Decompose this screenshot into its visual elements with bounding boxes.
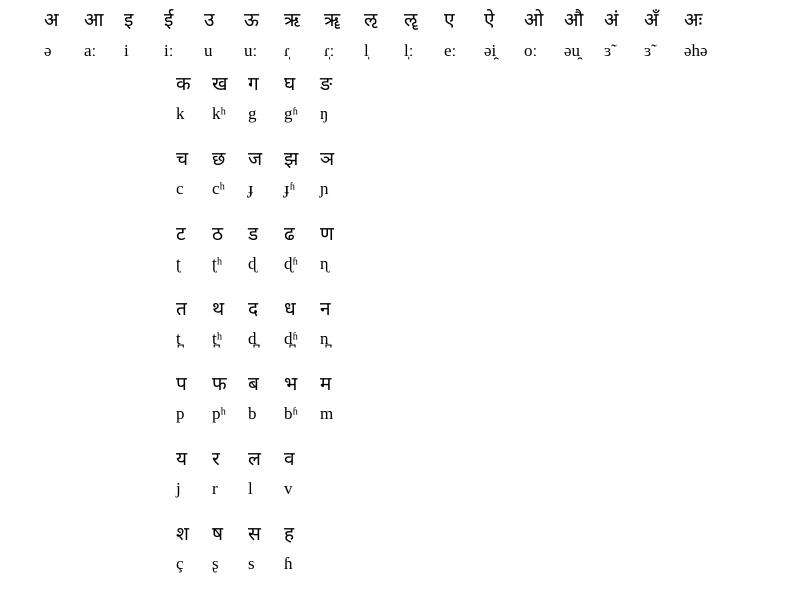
consonant-ipa-cell: bʱ <box>284 404 298 423</box>
vowel-ipa-cell: əu̯ <box>564 41 581 60</box>
consonant-devanagari-row <box>176 372 356 402</box>
consonant-ipa-cell: cʰ <box>212 179 226 198</box>
consonant-ipa-cell: ʈ <box>176 254 181 273</box>
consonant-devanagari-cell: द <box>248 299 259 320</box>
vowel-ipa-cell: uː <box>244 41 258 60</box>
consonant-ipa-cell: ɟ <box>248 179 254 198</box>
consonant-ipa-cell: c <box>176 179 184 198</box>
consonant-devanagari-cell: व <box>284 449 295 470</box>
consonant-devanagari-cell: ध <box>284 299 296 320</box>
consonant-devanagari-cell: ड <box>248 224 259 245</box>
vowel-devanagari-row <box>44 8 724 39</box>
consonant-ipa-cell: s <box>248 554 255 573</box>
consonant-devanagari-cell: म <box>320 374 332 395</box>
consonant-ipa-row <box>176 102 356 135</box>
consonant-devanagari-cell: च <box>176 149 189 170</box>
vowel-devanagari-cell: ऌ <box>364 10 378 31</box>
consonant-ipa-cell: ç <box>176 554 184 573</box>
consonant-ipa-cell: ɦ <box>284 554 293 573</box>
vowel-devanagari-cell: ऐ <box>484 10 495 31</box>
vowel-devanagari-cell: ऋ <box>284 10 301 31</box>
vowel-ipa-cell: iː <box>164 41 174 60</box>
consonant-group-labial <box>176 372 356 435</box>
consonant-ipa-cell: gʱ <box>284 104 298 123</box>
consonant-ipa-cell: b <box>248 404 257 423</box>
consonant-devanagari-cell: ह <box>284 524 295 545</box>
consonant-ipa-cell: n̪ <box>320 329 329 348</box>
vowel-devanagari-cell: अँ <box>644 10 659 31</box>
consonant-devanagari-cell: क <box>176 74 191 95</box>
vowel-devanagari-cell: आ <box>84 10 104 31</box>
vowel-ipa-row <box>44 39 724 70</box>
consonant-ipa-cell: t̪ʰ <box>212 329 223 348</box>
consonant-devanagari-row <box>176 297 356 327</box>
vowel-devanagari-cell: ए <box>444 10 455 31</box>
consonant-ipa-cell: ŋ <box>320 104 329 123</box>
vowel-ipa-cell: l̩ <box>364 41 369 60</box>
consonant-devanagari-cell: ण <box>320 224 334 245</box>
consonant-ipa-cell: kʰ <box>212 104 226 123</box>
vowel-devanagari-cell: ॡ <box>404 10 418 31</box>
consonant-ipa-cell: k <box>176 104 185 123</box>
consonant-devanagari-row <box>176 147 356 177</box>
consonant-devanagari-cell: त <box>176 299 187 320</box>
consonant-ipa-cell: ɟʱ <box>284 179 296 198</box>
consonant-devanagari-cell: फ <box>212 374 227 395</box>
consonant-group-fricatives <box>176 522 356 585</box>
consonant-ipa-cell: ɲ <box>320 179 329 198</box>
consonant-ipa-cell: d̪ʱ <box>284 329 298 348</box>
consonant-ipa-row <box>176 327 356 360</box>
consonant-devanagari-row <box>176 447 356 477</box>
vowel-ipa-cell: ɾ̩ <box>284 41 290 60</box>
consonant-ipa-row <box>176 402 356 435</box>
vowel-table <box>44 8 724 70</box>
consonant-devanagari-cell: श <box>176 524 189 545</box>
vowel-devanagari-cell: ओ <box>524 10 544 31</box>
vowel-ipa-cell: u <box>204 41 213 60</box>
consonant-ipa-cell: ɖʱ <box>284 254 298 273</box>
consonant-devanagari-cell: घ <box>284 74 296 95</box>
vowel-ipa-cell: ɜ̃ <box>604 41 612 60</box>
consonant-ipa-cell: m <box>320 404 334 423</box>
consonant-devanagari-cell: छ <box>212 149 226 170</box>
consonant-devanagari-cell: न <box>320 299 331 320</box>
consonant-devanagari-row <box>176 522 356 552</box>
consonant-devanagari-cell: ज <box>248 149 263 170</box>
vowel-devanagari-cell: अं <box>604 10 619 31</box>
consonant-group-velar <box>176 72 356 135</box>
consonant-devanagari-row <box>176 222 356 252</box>
consonant-ipa-cell: t̪ <box>176 329 181 348</box>
vowel-devanagari-cell: इ <box>124 10 134 31</box>
consonant-group-semivowels <box>176 447 356 510</box>
vowel-ipa-cell: l̩ː <box>404 41 414 60</box>
consonant-ipa-cell: l <box>248 479 253 498</box>
consonant-ipa-cell: j <box>176 479 181 498</box>
consonant-devanagari-row <box>176 72 356 102</box>
consonant-devanagari-cell: ठ <box>212 224 224 245</box>
consonant-ipa-row <box>176 477 356 510</box>
vowel-ipa-cell: əi̯ <box>484 41 497 60</box>
consonant-group-retroflex <box>176 222 356 285</box>
vowel-ipa-cell: ə <box>44 41 52 60</box>
vowel-devanagari-cell: ई <box>164 10 174 31</box>
consonant-devanagari-cell: ढ <box>284 224 295 245</box>
vowel-ipa-cell: ɾ̩ː <box>324 41 335 60</box>
vowel-ipa-cell: eː <box>444 41 457 60</box>
consonant-devanagari-cell: ग <box>248 74 259 95</box>
consonant-ipa-cell: ɳ <box>320 254 329 273</box>
consonant-devanagari-cell: थ <box>212 299 225 320</box>
consonant-ipa-cell: pʰ <box>212 404 226 423</box>
consonant-devanagari-cell: ञ <box>320 149 335 170</box>
consonant-ipa-cell: g <box>248 104 257 123</box>
consonant-ipa-cell: v <box>284 479 293 498</box>
consonant-ipa-row <box>176 177 356 210</box>
vowel-devanagari-cell: ॠ <box>324 10 341 31</box>
consonant-devanagari-cell: झ <box>284 149 299 170</box>
consonant-devanagari-cell: ष <box>212 524 223 545</box>
consonant-devanagari-cell: ख <box>212 74 228 95</box>
vowel-devanagari-cell: अः <box>684 10 703 31</box>
consonant-ipa-cell: ʂ <box>212 554 219 573</box>
consonant-table <box>176 72 356 597</box>
consonant-ipa-cell: p <box>176 404 185 423</box>
vowel-devanagari-cell: उ <box>204 10 215 31</box>
consonant-ipa-row <box>176 252 356 285</box>
consonant-ipa-cell: r <box>212 479 218 498</box>
consonant-group-palatal <box>176 147 356 210</box>
vowel-devanagari-cell: ऊ <box>244 10 259 31</box>
consonant-devanagari-cell: र <box>212 449 220 470</box>
vowel-ipa-cell: aː <box>84 41 97 60</box>
consonant-devanagari-cell: ब <box>248 374 259 395</box>
vowel-ipa-cell: ɜ̃ <box>644 41 652 60</box>
vowel-ipa-cell: i <box>124 41 129 60</box>
vowel-ipa-cell: oː <box>524 41 538 60</box>
vowel-devanagari-cell: औ <box>564 10 584 31</box>
consonant-devanagari-cell: ङ <box>320 74 333 95</box>
consonant-ipa-cell: ɖ <box>248 254 257 273</box>
consonant-group-dental <box>176 297 356 360</box>
consonant-devanagari-cell: भ <box>284 374 298 395</box>
consonant-devanagari-cell: प <box>176 374 187 395</box>
consonant-devanagari-cell: स <box>248 524 261 545</box>
consonant-devanagari-cell: ल <box>248 449 261 470</box>
consonant-devanagari-cell: ट <box>176 224 186 245</box>
vowel-ipa-cell: əhə <box>684 41 708 60</box>
consonant-ipa-row <box>176 552 356 585</box>
consonant-ipa-cell: ʈʰ <box>212 254 223 273</box>
consonant-devanagari-cell: य <box>176 449 188 470</box>
vowel-devanagari-cell: अ <box>44 10 59 31</box>
consonant-ipa-cell: d̪ <box>248 329 257 348</box>
